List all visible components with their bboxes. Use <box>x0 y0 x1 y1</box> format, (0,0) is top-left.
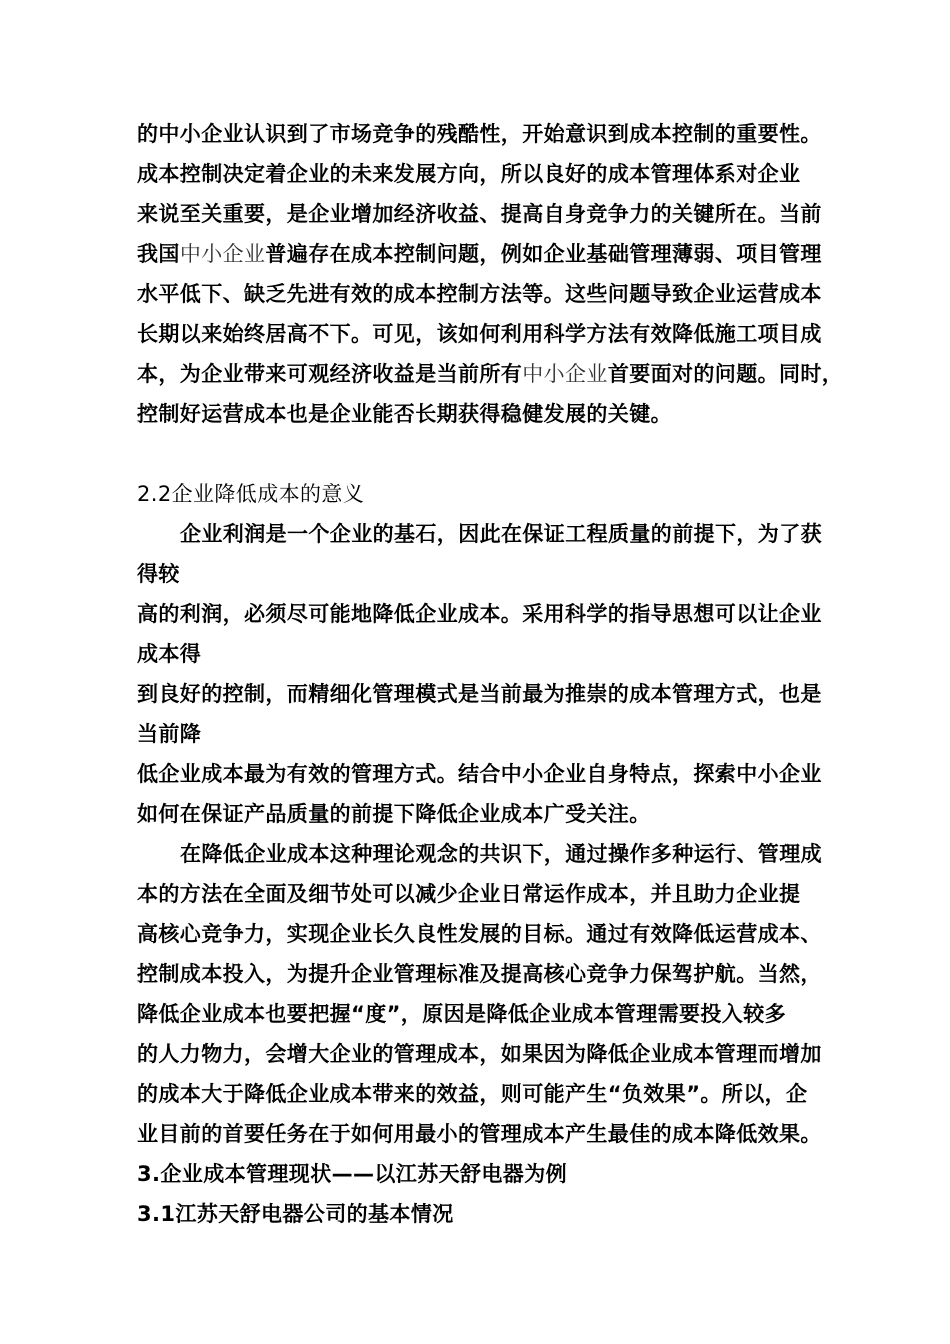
paragraph-line: 水平低下、缺乏先进有效的成本控制方法等。这些问题导致企业运营成本 <box>137 282 822 306</box>
text-run: 我国 <box>137 242 180 266</box>
paragraph-line: 低企业成本最为有效的管理方式。结合中小企业自身特点，探索中小企业 <box>137 762 822 786</box>
text-run: 本，为企业带来可观经济收益是当前所有 <box>137 362 523 386</box>
paragraph-line: 本的方法在全面及细节处可以减少企业日常运作成本，并且助力企业提 <box>137 882 801 906</box>
paragraph-line: 当前降 <box>137 722 202 746</box>
highlighted-term: 中小企业 <box>179 242 266 266</box>
highlighted-term: 中小企业 <box>522 362 608 386</box>
paragraph-line: 的中小企业认识到了市场竞争的残酷性，开始意识到成本控制的重要性。 <box>137 122 822 146</box>
paragraph-line: 控制好运营成本也是企业能否长期获得稳健发展的关键。 <box>137 402 672 426</box>
paragraph-line: 企业利润是一个企业的基石，因此在保证工程质量的前提下，为了获 <box>180 522 822 546</box>
paragraph-line: 到良好的控制，而精细化管理模式是当前最为推崇的成本管理方式，也是 <box>137 682 822 706</box>
text-run: 首要面对的问题。同时， <box>607 362 844 386</box>
subsection-heading: 3.1江苏天舒电器公司的基本情况 <box>137 1202 454 1226</box>
paragraph-line: 成本控制决定着企业的未来发展方向，所以良好的成本管理体系对企业 <box>137 162 801 186</box>
paragraph-line: 得较 <box>137 562 180 586</box>
paragraph-line: 在降低企业成本这种理论观念的共识下，通过操作多种运行、管理成 <box>180 842 822 866</box>
paragraph-line <box>137 240 822 268</box>
paragraph-line: 高的利润，必须尽可能地降低企业成本。采用科学的指导思想可以让企业 <box>137 602 822 626</box>
paragraph-line: 的成本大于降低企业成本带来的效益，则可能产生“负效果”。所以，企 <box>137 1082 808 1106</box>
section-heading: 2.2企业降低成本的意义 <box>137 482 365 506</box>
paragraph-line: 如何在保证产品质量的前提下降低企业成本广受关注。 <box>137 802 651 826</box>
paragraph-line: 降低企业成本也要把握“度”，原因是降低企业成本管理需要投入较多 <box>137 1002 787 1026</box>
text-run: 普遍存在成本控制问题，例如企业基础管理薄弱、项目管理 <box>265 242 822 266</box>
paragraph-line <box>137 360 843 388</box>
paragraph-line: 业目前的首要任务在于如何用最小的管理成本产生最佳的成本降低效果。 <box>137 1122 822 1146</box>
paragraph-line: 控制成本投入，为提升企业管理标准及提高核心竞争力保驾护航。当然， <box>137 962 822 986</box>
paragraph-line: 成本得 <box>137 642 202 666</box>
paragraph-line: 长期以来始终居高不下。可见，该如何利用科学方法有效降低施工项目成 <box>137 322 822 346</box>
paragraph-line: 的人力物力，会增大企业的管理成本，如果因为降低企业成本管理而增加 <box>137 1042 822 1066</box>
paragraph-line: 来说至关重要，是企业增加经济收益、提高自身竞争力的关键所在。当前 <box>137 202 822 226</box>
paragraph-line: 高核心竞争力，实现企业长久良性发展的目标。通过有效降低运营成本、 <box>137 922 822 946</box>
section-heading: 3.企业成本管理现状——以江苏天舒电器为例 <box>137 1162 567 1186</box>
